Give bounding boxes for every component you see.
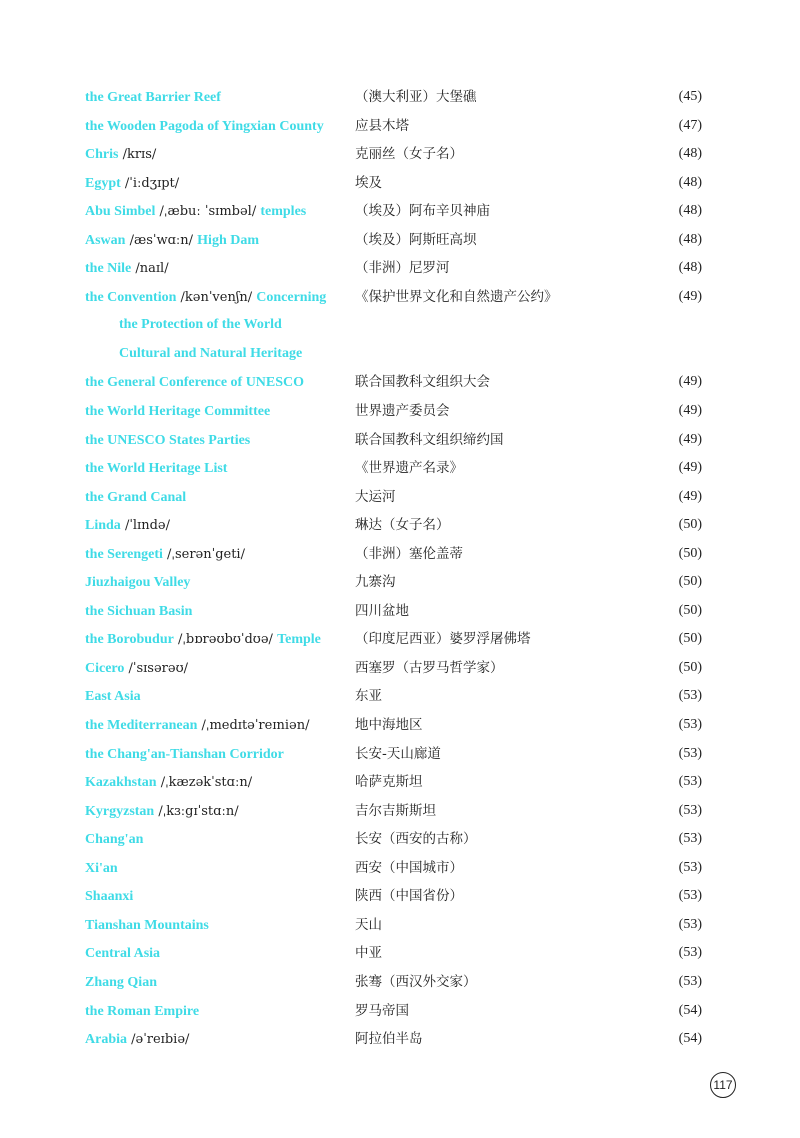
chinese-translation: 陕西（中国省份） (355, 888, 463, 905)
page-reference: (48) (678, 203, 702, 219)
page-reference: (54) (678, 1002, 702, 1018)
page-reference: (45) (678, 89, 702, 104)
term-english: the Convention (85, 289, 177, 305)
term (85, 916, 209, 935)
glossary-row (85, 197, 710, 226)
page-reference: (50) (678, 631, 702, 647)
term-phonetic: /ˈsɪsərəʊ/ (124, 660, 189, 676)
chinese-translation: （澳大利亚）大堡礁 (355, 89, 477, 105)
page-reference: (53) (678, 831, 702, 847)
glossary-row (85, 368, 710, 397)
glossary-row (85, 1025, 710, 1054)
page-reference: (53) (678, 745, 702, 761)
glossary-row (85, 882, 710, 911)
term-english: Jiuzhaigou Valley (85, 575, 191, 591)
page-reference: (53) (678, 945, 702, 961)
glossary-row (85, 254, 710, 283)
term-english: the Nile (85, 261, 132, 277)
chinese-translation: 九寨沟 (355, 574, 396, 591)
term-phonetic: /ˈiːdʒɪpt/ (120, 175, 180, 191)
page-reference: (48) (678, 174, 702, 190)
term-english: the Borobudur (85, 632, 174, 648)
glossary-row (85, 568, 710, 597)
glossary-row (85, 483, 710, 512)
chinese-translation: （埃及）阿布辛贝神庙 (355, 203, 490, 220)
glossary-row (85, 83, 710, 112)
term-phonetic: /kənˈvenʃn/ (176, 289, 257, 305)
term-continuation: the Protection of the World (119, 317, 282, 333)
page-reference: (48) (678, 231, 702, 247)
term (85, 745, 284, 764)
glossary-row (85, 625, 710, 654)
glossary-row (85, 140, 710, 169)
term-phonetic: /ˌmedɪtəˈreɪniən/ (197, 718, 310, 734)
glossary-row (85, 112, 710, 141)
page-reference: (49) (678, 460, 702, 476)
term-english: the Roman Empire (85, 1003, 200, 1019)
glossary-row (85, 968, 710, 997)
glossary-row (85, 911, 710, 940)
term-english: Chang'an (85, 832, 144, 848)
term-phonetic: /krɪs/ (118, 147, 157, 163)
chinese-translation: 《保护世界文化和自然遗产公约》 (355, 288, 558, 305)
chinese-translation: 中亚 (355, 945, 382, 962)
page-reference: (48) (678, 146, 702, 162)
chinese-translation: 琳达（女子名） (355, 517, 450, 534)
glossary-row (85, 682, 710, 711)
term (85, 459, 227, 478)
page-reference: (49) (678, 374, 702, 390)
chinese-translation: 联合国教科文组织缔约国 (355, 431, 504, 448)
glossary-row (85, 768, 710, 797)
term-english: Zhang Qian (85, 974, 157, 990)
term (85, 630, 321, 649)
term (85, 145, 156, 164)
term-english: Egypt (85, 175, 121, 191)
term-continuation: Cultural and Natural Heritage (119, 345, 303, 361)
term-phonetic: /ˌkæzəkˈstɑːn/ (156, 775, 253, 791)
glossary-row (85, 711, 710, 740)
page-reference: (53) (678, 916, 702, 932)
page-reference: (49) (678, 288, 702, 304)
chinese-translation: （埃及）阿斯旺高坝 (355, 231, 477, 248)
chinese-translation: 张骞（西汉外交家） (355, 973, 477, 990)
glossary-row (85, 511, 710, 540)
glossary-row (85, 797, 710, 826)
term-english: the World Heritage List (85, 461, 228, 477)
term-phonetic: /ˌbɒrəʊbʊˈdʊə/ (173, 632, 278, 648)
term (85, 887, 133, 906)
chinese-translation: 应县木塔 (355, 117, 409, 134)
glossary-row (85, 169, 710, 198)
term-english: Kazakhstan (85, 775, 157, 791)
chinese-translation: 长安-天山廊道 (355, 745, 441, 762)
term-english: the Grand Canal (85, 489, 187, 505)
term (85, 859, 118, 878)
chinese-translation: 东亚 (355, 688, 382, 705)
term (85, 516, 170, 535)
page-reference: (49) (678, 403, 702, 419)
term-english: the Chang'an-Tianshan Corridor (85, 746, 284, 762)
page-reference: (53) (678, 802, 702, 818)
term-english: East Asia (85, 689, 141, 705)
chinese-translation: 联合国教科文组织大会 (355, 374, 490, 391)
term (85, 174, 179, 193)
chinese-translation: 埃及 (355, 174, 382, 191)
glossary-row (85, 740, 710, 769)
glossary-row (85, 397, 710, 426)
glossary-list (85, 83, 710, 1054)
term-english: the World Heritage Committee (85, 404, 271, 420)
term-english: the General Conference of UNESCO (85, 375, 305, 391)
chinese-translation: 地中海地区 (355, 717, 423, 734)
term-english: Arabia (85, 1032, 127, 1048)
term (85, 773, 252, 792)
term (85, 1002, 199, 1021)
term (85, 373, 304, 392)
page-reference: (53) (678, 888, 702, 904)
term-english: the Great Barrier Reef (85, 90, 221, 105)
term-english: Aswan (85, 232, 126, 248)
term-english: Linda (85, 518, 121, 534)
term (85, 659, 188, 678)
chinese-translation: 哈萨克斯坦 (355, 774, 423, 791)
term-english: Central Asia (85, 946, 161, 962)
glossary-row (85, 426, 710, 455)
glossary-row (85, 311, 710, 340)
term-english: the Mediterranean (85, 718, 198, 734)
glossary-row (85, 825, 710, 854)
page-reference: (49) (678, 431, 702, 447)
page-reference: (50) (678, 659, 702, 675)
glossary-row (85, 540, 710, 569)
page-reference: (50) (678, 517, 702, 533)
page-reference: (49) (678, 488, 702, 504)
term (85, 117, 324, 136)
chinese-translation: 世界遗产委员会 (355, 403, 450, 420)
term-phonetic: /ˈlɪndə/ (120, 518, 170, 534)
glossary-row (85, 854, 710, 883)
chinese-translation: 长安（西安的古称） (355, 831, 477, 848)
term-english: the Sichuan Basin (85, 603, 193, 619)
chinese-translation: 四川盆地 (355, 602, 409, 619)
term (85, 944, 160, 963)
chinese-translation: 《世界遗产名录》 (355, 460, 463, 477)
page-reference: (50) (678, 602, 702, 618)
chinese-translation: 大运河 (355, 488, 396, 505)
chinese-translation: （印度尼西亚）婆罗浮屠佛塔 (355, 631, 531, 648)
term (85, 573, 190, 592)
term-phonetic: /æsˈwɑːn/ (125, 232, 198, 248)
term (85, 545, 245, 564)
term-english: the Wooden Pagoda of Yingxian County (85, 118, 324, 134)
term-phonetic: /ˌæbuː ˈsɪmbəl/ (155, 204, 261, 220)
glossary-row (85, 597, 710, 626)
term-english: the Serengeti (85, 546, 163, 562)
glossary-row (85, 997, 710, 1026)
glossary-row (85, 340, 710, 369)
page-reference: (53) (678, 774, 702, 790)
page-reference: (53) (678, 973, 702, 989)
term-english: Shaanxi (85, 889, 134, 905)
page-reference: (54) (678, 1031, 702, 1047)
term-english: Abu Simbel (85, 204, 156, 220)
term (85, 716, 309, 735)
term (85, 402, 270, 421)
term-english: Chris (85, 147, 119, 163)
page-reference: (53) (678, 688, 702, 704)
chinese-translation: 阿拉伯半岛 (355, 1031, 423, 1048)
term (85, 231, 259, 250)
term (85, 202, 306, 221)
chinese-translation: 克丽丝（女子名） (355, 146, 463, 163)
term-english: Cicero (85, 660, 125, 676)
term-english-suffix: Concerning (256, 289, 327, 305)
chinese-translation: 天山 (355, 916, 382, 933)
term-english: the UNESCO States Parties (85, 432, 251, 448)
glossary-row (85, 454, 710, 483)
page-reference: (50) (678, 574, 702, 590)
term (85, 88, 221, 107)
glossary-row (85, 283, 710, 312)
term-english: Tianshan Mountains (85, 917, 209, 933)
term-english: Kyrgyzstan (85, 803, 155, 819)
term-english-suffix: High Dam (197, 232, 260, 248)
glossary-row (85, 654, 710, 683)
page-reference: (47) (678, 117, 702, 133)
chinese-translation: （非洲）塞伦盖蒂 (355, 545, 463, 562)
chinese-translation: （非洲）尼罗河 (355, 260, 450, 277)
page-reference: (48) (678, 260, 702, 276)
chinese-translation: 西塞罗（古罗马哲学家） (355, 659, 504, 676)
page-reference: (50) (678, 545, 702, 561)
term (85, 1030, 189, 1049)
term-phonetic: /ˌkɜːgɪˈstɑːn/ (154, 803, 239, 819)
term (85, 802, 239, 821)
page-reference: (53) (678, 859, 702, 875)
term (85, 288, 326, 307)
chinese-translation: 吉尔吉斯斯坦 (355, 802, 436, 819)
term-english-suffix: temples (260, 204, 307, 220)
glossary-row (85, 939, 710, 968)
term-phonetic: /ˌserənˈgeti/ (162, 546, 245, 562)
term (85, 431, 250, 450)
term-phonetic: /naɪl/ (131, 261, 169, 277)
term-english-suffix: Temple (277, 632, 321, 648)
term-english: Xi'an (85, 860, 118, 876)
term (85, 259, 169, 278)
term (85, 488, 186, 507)
glossary-row (85, 226, 710, 255)
page-reference: (53) (678, 717, 702, 733)
page-number: 117 (710, 1072, 736, 1098)
term-phonetic: /əˈreɪbiə/ (127, 1032, 190, 1048)
chinese-translation: 罗马帝国 (355, 1002, 409, 1019)
term (85, 830, 143, 849)
term (85, 973, 157, 992)
term (85, 602, 192, 621)
term (85, 687, 141, 706)
chinese-translation: 西安（中国城市） (355, 859, 463, 876)
